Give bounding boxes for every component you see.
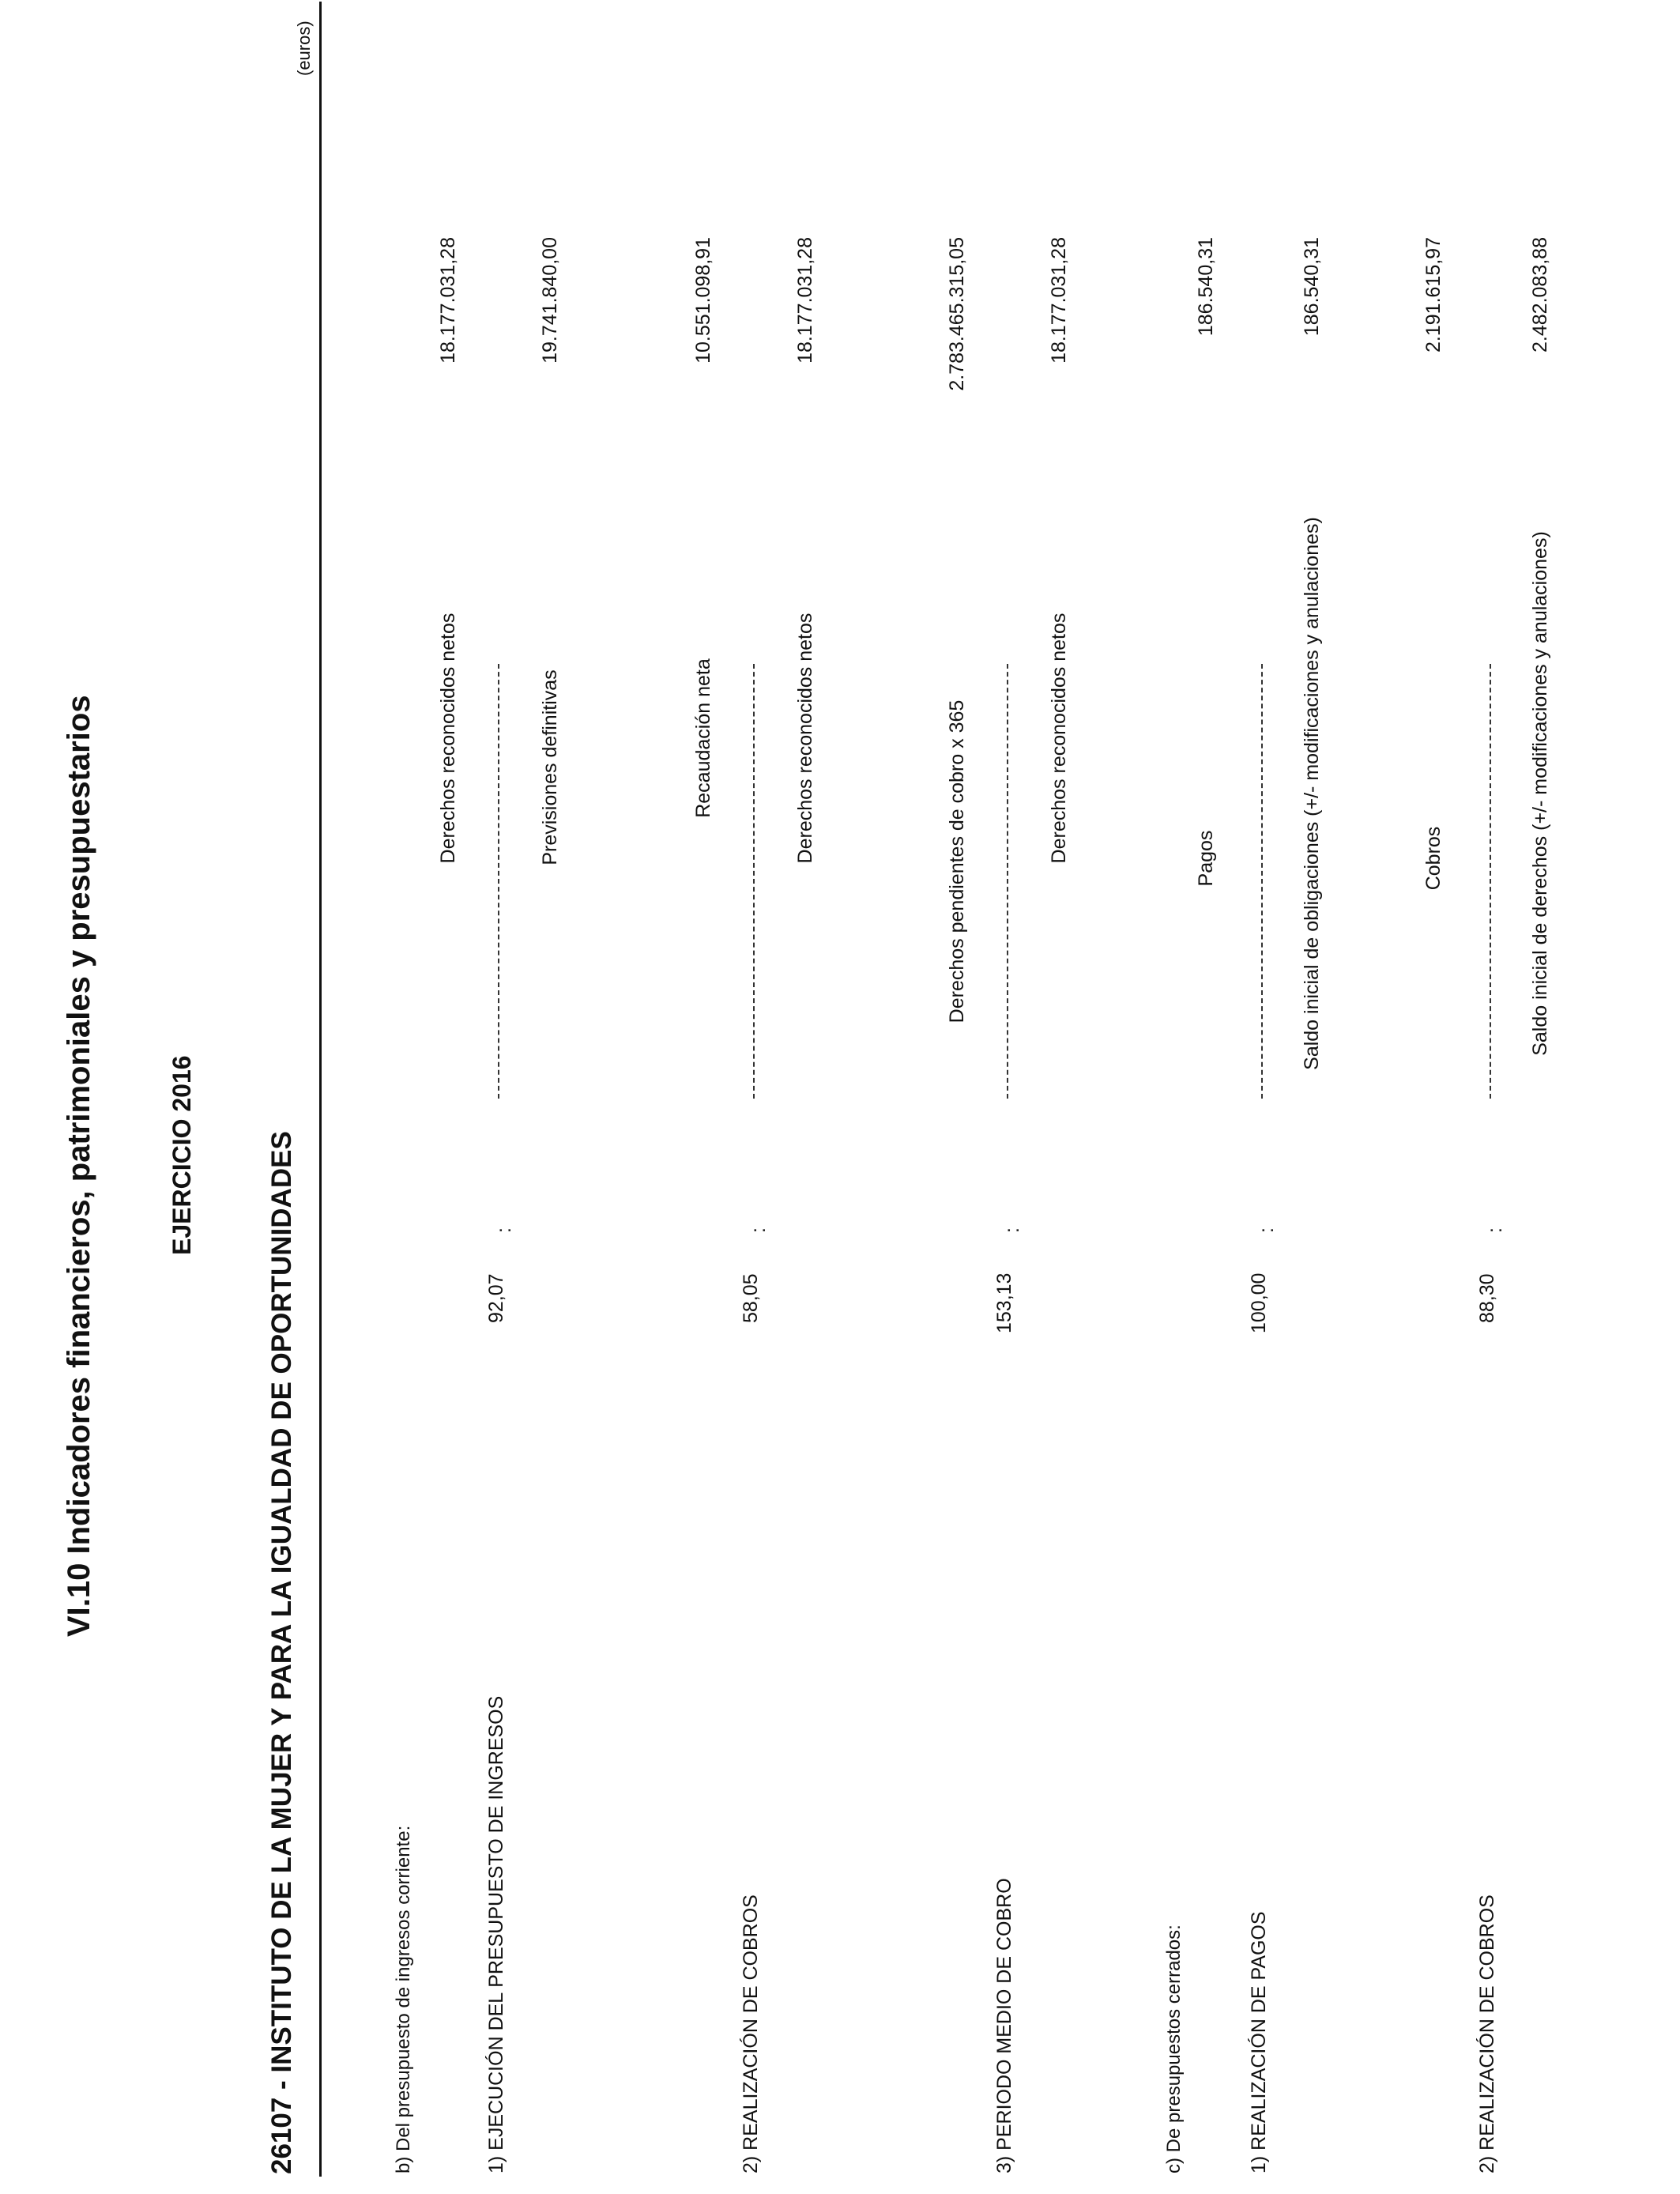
denominator-label: Saldo inicial de obligaciones (+/- modificaciones y anulaciones): [1301, 517, 1323, 1070]
indicator-label: 2) REALIZACIÓN DE COBROS: [740, 1894, 762, 2173]
numerator-value: 18.177.031,28: [437, 237, 459, 364]
fiscal-year-heading: EJERCICIO 2016: [168, 1055, 196, 1255]
indicator-colon: :: [493, 1227, 515, 1233]
indicator-value: 92,07: [485, 1273, 507, 1323]
fraction-line: [498, 664, 499, 1099]
numerator-label: Derechos pendientes de cobro x 365: [946, 699, 968, 1023]
numerator-label: Derechos reconocidos netos: [437, 613, 459, 864]
fraction-line: [1490, 664, 1491, 1099]
numerator-label: Pagos: [1195, 830, 1217, 887]
indicator-value: 100,00: [1248, 1272, 1270, 1333]
denominator-label: Saldo inicial de derechos (+/- modificaciones y anulaciones): [1529, 531, 1551, 1056]
denominator-label: Derechos reconocidos netos: [1048, 613, 1070, 864]
section-c-heading: c) De presupuestos cerrados:: [1163, 1924, 1185, 2173]
denominator-label: Derechos reconocidos netos: [794, 613, 816, 864]
indicator-colon: :: [748, 1227, 770, 1233]
numerator-value: 2.783.465.315,05: [946, 237, 968, 391]
numerator-value: 2.191.615,97: [1422, 237, 1445, 352]
indicator-label: 1) REALIZACIÓN DE PAGOS: [1248, 1911, 1270, 2173]
denominator-value: 186.540,31: [1301, 237, 1323, 337]
numerator-label: Cobros: [1422, 826, 1445, 891]
page-title: VI.10 Indicadores financieros, patrimoniales y presupuestarios: [62, 695, 96, 1637]
units-label: (euros): [294, 21, 314, 76]
denominator-value: 19.741.840,00: [539, 237, 561, 364]
indicator-label: 2) REALIZACIÓN DE COBROS: [1476, 1894, 1498, 2173]
denominator-label: Previsiones definitivas: [539, 669, 561, 865]
indicator-value: 153,13: [993, 1272, 1015, 1333]
fraction-line: [1261, 664, 1263, 1099]
numerator-value: 186.540,31: [1195, 237, 1217, 337]
numerator-value: 10.551.098,91: [692, 237, 714, 364]
indicator-colon: :: [1484, 1227, 1506, 1233]
indicator-label: 3) PERIODO MEDIO DE COBRO: [993, 1878, 1015, 2173]
entity-name: 26107 - INSTITUTO DE LA MUJER Y PARA LA IGUALDAD DE OPORTUNIDADES: [266, 1131, 297, 2174]
header-rule: [319, 2, 322, 2177]
indicator-value: 88,30: [1476, 1273, 1498, 1323]
fraction-line: [753, 664, 755, 1099]
section-b-heading: b) Del presupuesto de ingresos corriente:: [393, 1825, 414, 2173]
indicator-colon: :: [1256, 1227, 1278, 1233]
indicator-value: 58,05: [740, 1273, 762, 1323]
denominator-value: 18.177.031,28: [1048, 237, 1070, 364]
denominator-value: 18.177.031,28: [794, 237, 816, 364]
indicator-colon: :: [1001, 1227, 1023, 1233]
denominator-value: 2.482.083,88: [1529, 237, 1551, 352]
fraction-line: [1007, 664, 1008, 1099]
indicator-label: 1) EJECUCIÓN DEL PRESUPUESTO DE INGRESOS: [485, 1695, 507, 2173]
numerator-label: Recaudación neta: [692, 658, 714, 818]
